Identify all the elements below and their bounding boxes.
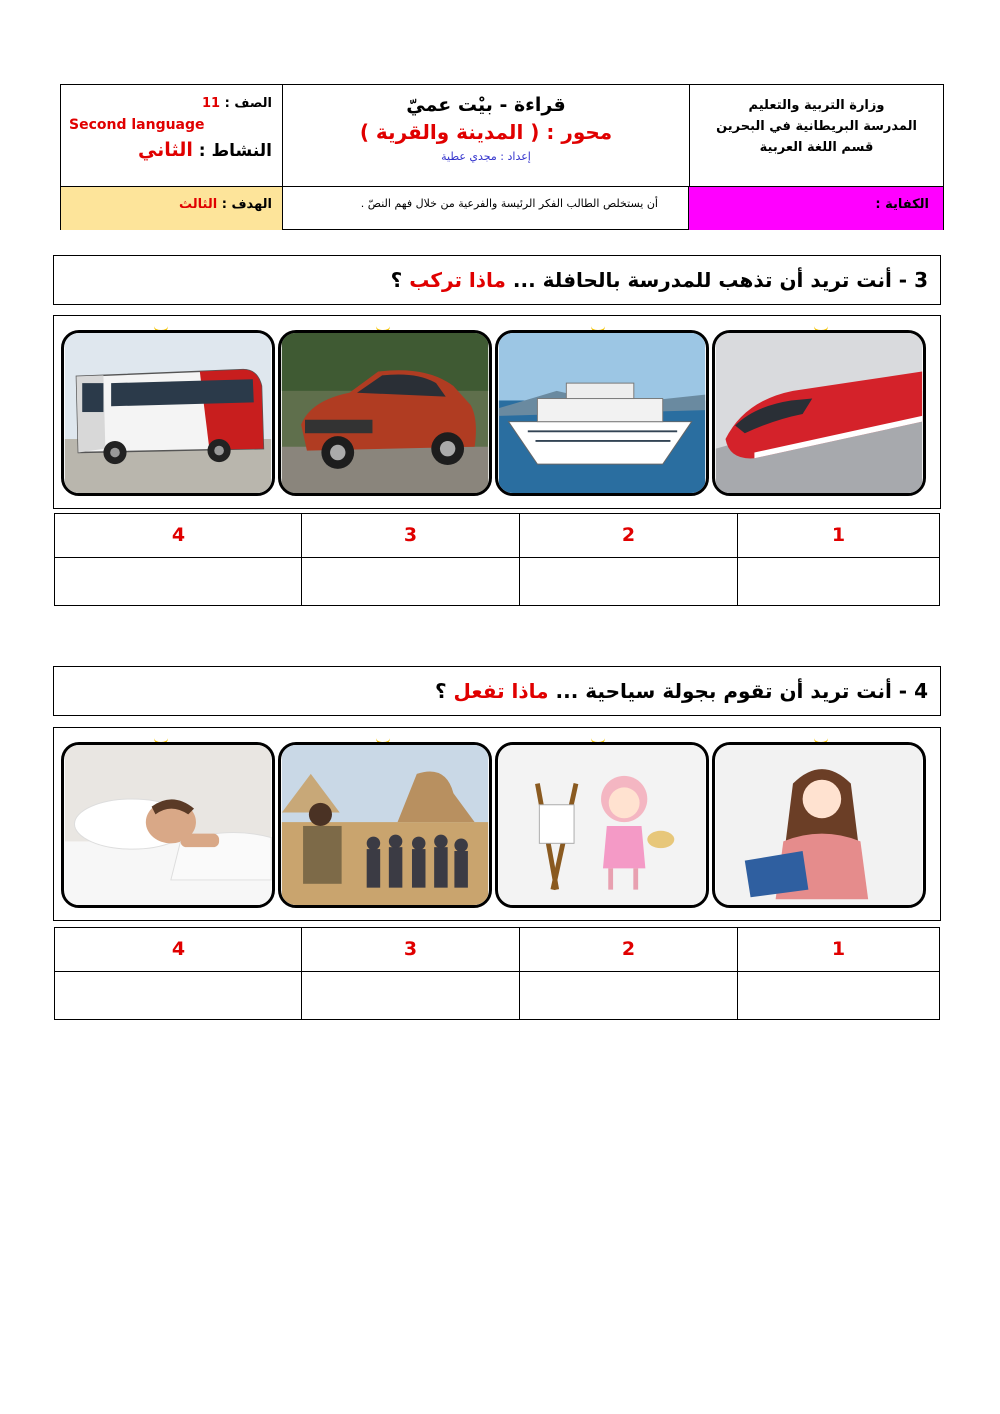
- reading-icon: [715, 745, 923, 905]
- ship-icon: [498, 333, 706, 493]
- bus-image[interactable]: [61, 330, 275, 496]
- question-3-box: [53, 255, 941, 305]
- answer-slot[interactable]: [519, 972, 737, 1019]
- grade-label: الصف :: [224, 96, 272, 111]
- cruise-ship-image[interactable]: [495, 330, 709, 496]
- answer-slot[interactable]: [55, 972, 302, 1019]
- sleeping-icon: [64, 745, 272, 905]
- column-number: 4: [55, 928, 302, 972]
- tourists-sphinx-image[interactable]: [278, 742, 492, 908]
- ministry-line: وزارة التربية والتعليم: [748, 98, 885, 113]
- bus-icon: [64, 333, 272, 493]
- ministry-block: [689, 85, 943, 186]
- lesson-title: قراءة - بيْت عميّ: [406, 94, 566, 116]
- answer-slot[interactable]: [737, 558, 939, 605]
- car-icon: [281, 333, 489, 493]
- column-number: 4: [55, 514, 302, 558]
- question-3-highlight: ماذا تركب: [409, 268, 506, 292]
- title-block: [283, 85, 689, 186]
- question-3-answer-table: [54, 513, 940, 606]
- grade-block: [61, 85, 283, 186]
- column-number: 3: [301, 514, 519, 558]
- question-4-answer-table: [54, 927, 940, 1020]
- grade-row: [202, 96, 272, 111]
- question-3-suffix: ؟: [390, 268, 403, 292]
- language-label: Second language: [69, 117, 205, 133]
- school-line: المدرسة البريطانية في البحرين: [716, 119, 917, 134]
- car-image[interactable]: [278, 330, 492, 496]
- objective-text: أن يستخلص الطالب الفكر الرئيسة والفرعية من خلال فهم النصّ .: [360, 197, 658, 210]
- sleeping-man-image[interactable]: [61, 742, 275, 908]
- question-4-suffix: ؟: [434, 679, 447, 703]
- answer-slot[interactable]: [737, 972, 939, 1019]
- sphinx-icon: [281, 745, 489, 905]
- competency-cell: [688, 187, 943, 230]
- painting-icon: [498, 745, 706, 905]
- header-table: [60, 84, 944, 230]
- answer-slot[interactable]: [55, 558, 302, 605]
- painting-girl-image[interactable]: [495, 742, 709, 908]
- question-4-box: [53, 666, 941, 716]
- department-line: قسم اللغة العربية: [759, 140, 874, 155]
- question-4-image-strip: [53, 727, 941, 921]
- column-number: 1: [737, 928, 939, 972]
- axis-title: محور : ( المدينة والقرية ): [359, 120, 613, 144]
- train-icon: [715, 333, 923, 493]
- column-number: 1: [737, 514, 939, 558]
- column-number: 2: [519, 514, 737, 558]
- header-row-2: [61, 186, 943, 229]
- goal-label: الهدف :: [221, 197, 272, 212]
- activity-label: النشاط :: [198, 141, 272, 161]
- question-3-image-strip: [53, 315, 941, 509]
- train-image[interactable]: [712, 330, 926, 496]
- activity-row: [138, 139, 272, 161]
- answer-slot[interactable]: [519, 558, 737, 605]
- reading-girl-image[interactable]: [712, 742, 926, 908]
- answer-slot[interactable]: [301, 972, 519, 1019]
- question-3-prefix: 3 - أنت تريد أن تذهب للمدرسة بالحافلة ...: [512, 268, 928, 292]
- competency-label: الكفاية :: [875, 197, 929, 212]
- column-number: 3: [301, 928, 519, 972]
- goal-value: الثالث: [179, 197, 218, 212]
- prepared-by: إعداد : مجدي عطية: [441, 150, 531, 163]
- activity-value: الثاني: [137, 139, 193, 161]
- goal-cell: [61, 187, 283, 230]
- column-number: 2: [519, 928, 737, 972]
- question-4-prefix: 4 - أنت تريد أن تقوم بجولة سياحية ...: [555, 679, 928, 703]
- question-4-highlight: ماذا تفعل: [453, 679, 549, 703]
- answer-slot[interactable]: [301, 558, 519, 605]
- grade-value: 11: [202, 96, 221, 111]
